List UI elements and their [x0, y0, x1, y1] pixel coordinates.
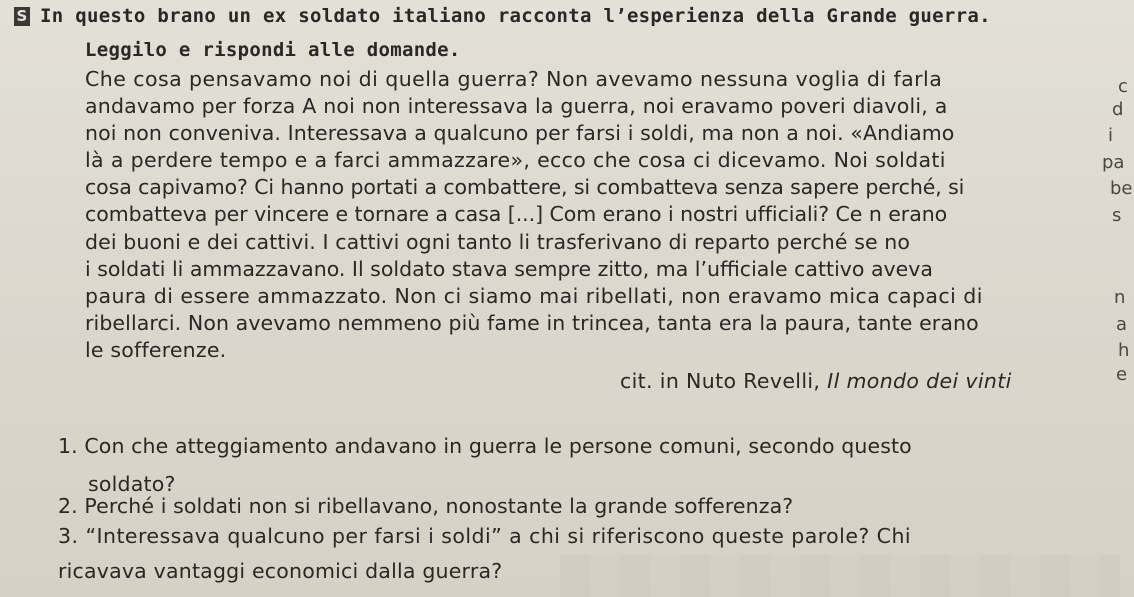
edge-fragment: d	[1112, 99, 1124, 120]
question-3	[58, 523, 911, 549]
edge-fragment: s	[1112, 205, 1122, 226]
question-number: 3.	[58, 524, 79, 548]
passage-line: dei buoni e dei cattivi. I cattivi ogni tanto li trasferivano di reparto perché se no	[85, 230, 911, 254]
edge-fragment: h	[1118, 340, 1130, 361]
passage-line: ribellarci. Non avevamo nemmeno più fame in trincea, tanta era la paura, tante erano	[85, 311, 979, 335]
question-number: 1.	[58, 434, 78, 458]
passage-line: le sofferenze.	[85, 338, 227, 362]
passage-line: paura di essere ammazzato. Non ci siamo mai ribellati, non eravamo mica capaci di	[85, 284, 983, 308]
passage-line: andavamo per forza A noi non interessava la guerra, noi eravamo poveri diavoli, a	[85, 94, 948, 118]
passage-line: Che cosa pensavamo noi di quella guerra? Non avevamo nessuna voglia di farla	[85, 67, 943, 91]
question-1	[58, 433, 912, 459]
question-3-cont: ricavava vantaggi economici dalla guerra?	[58, 559, 503, 583]
edge-fragment: n	[1114, 287, 1126, 308]
question-text: Perché i soldati non si ribellavano, nonostante la grande sofferenza?	[84, 494, 794, 518]
intro-line-2: Leggilo e rispondi alle domande.	[85, 39, 461, 61]
question-text: “Interessava qualcuno per farsi i soldi” a chi si riferiscono queste parole? Chi	[85, 524, 912, 548]
edge-fragment: i	[1108, 125, 1114, 146]
passage-line: là a perdere tempo e a farci ammazzare», ecco che cosa ci dicevamo. Noi soldati	[85, 148, 946, 172]
edge-fragment: a	[1116, 314, 1128, 335]
citation-prefix: cit. in Nuto Revelli,	[620, 369, 828, 393]
passage-line: noi non conveniva. Interessava a qualcuno per farsi i soldi, ma non a noi. «Andiamo	[85, 121, 955, 145]
question-text: Con che atteggiamento andavano in guerra le persone comuni, secondo questo	[84, 434, 912, 458]
passage-line: i soldati li ammazzavano. Il soldato stava sempre zitto, ma l’ufficiale cattivo aveva	[85, 257, 933, 281]
question-number: 2.	[58, 494, 78, 518]
question-2	[58, 493, 793, 519]
edge-fragment: c	[1118, 76, 1128, 97]
passage-line: combatteva per vincere e tornare a casa [...] Com erano i nostri ufficiali? Ce n erano	[85, 202, 948, 226]
edge-fragment: pa	[1102, 152, 1125, 173]
citation-title: Il mondo dei vinti	[827, 369, 1012, 393]
citation	[620, 368, 1012, 394]
intro-line-1	[14, 3, 991, 29]
question-1-cont: soldato?	[88, 472, 176, 496]
section-badge: S	[14, 7, 30, 26]
paper-texture	[560, 555, 1120, 597]
intro-text-1: In questo brano un ex soldato italiano racconta l’esperienza della Grande guerra.	[40, 5, 991, 27]
edge-fragment: be	[1110, 178, 1133, 199]
edge-fragment: e	[1116, 364, 1128, 385]
passage-line: cosa capivamo? Ci hanno portati a combattere, si combatteva senza sapere perché, si	[85, 175, 965, 199]
